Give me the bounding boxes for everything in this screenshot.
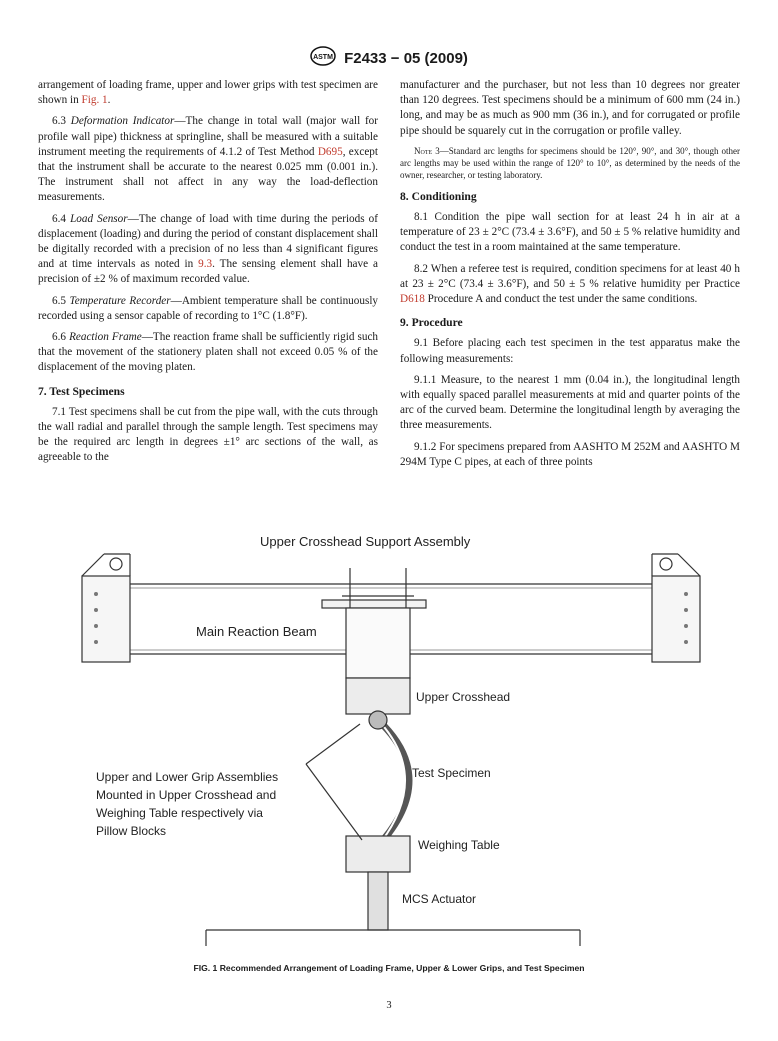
section-9-1-2: 9.1.2 For specimens prepared from AASHTO M 252M and AASHTO M 294M Type C pipes, at each of three points xyxy=(400,440,740,468)
label-test-specimen: Test Specimen xyxy=(412,766,491,780)
section-6-4: 6.4 Load Sensor—The change of load with time during the periods of displacement (loading) and during the period of constant displacement shall be digitally recorded with a precision of no less than 4 significant figures and at time intervals as noted in 9.3. The sensing element shall have a precision of ±2 % of maximum recorded value. xyxy=(38,212,378,286)
label-grip-assemblies: Upper and Lower Grip Assemblies Mounted in Upper Crosshead and Weighing Table respectively via Pillow Blocks xyxy=(96,770,279,838)
label-main-beam: Main Reaction Beam xyxy=(196,624,317,639)
label-upper-crosshead: Upper Crosshead xyxy=(416,690,511,704)
d618-link[interactable]: D618 xyxy=(400,293,425,306)
label-support-assembly: Upper Crosshead Support Assembly xyxy=(260,534,471,549)
note-3: Note 3—Standard arc lengths for specimens should be 120°, 90°, and 30°, though other arc lengths may be used within the range of 120° to 10°, as determined by the needs of the owner, researcher, or testing laboratory. xyxy=(400,145,740,180)
svg-text:ASTM: ASTM xyxy=(313,54,333,61)
section-9-1-1: 9.1.1 Measure, to the nearest 1 mm (0.04 in.), the longitudinal length with equally spaced parallel measurements at mid and quarter points of the arc of the curved beam. Determine the longitudinal length by averaging the three measurements. xyxy=(400,373,740,432)
section-6-6: 6.6 Reaction Frame—The reaction frame shall be sufficiently rigid such that the movement of the stationery platen shall not exceed 0.05 % of the displacement of the moving platen. xyxy=(38,331,379,374)
right-column xyxy=(400,78,740,476)
figure-1 xyxy=(60,528,720,948)
paragraph: arrangement of loading frame, upper and lower grips with test specimen are shown in Fig. 1. xyxy=(38,79,378,107)
d695-link[interactable]: D695 xyxy=(317,145,343,158)
left-column xyxy=(38,78,378,472)
section-8-1: 8.1 Condition the pipe wall section for at least 24 h in air at a temperature of 23 ± 2°C (73.4 ± 3.6°F), and 50 ± 5 % relative humidity and conduct the test in a room maintained at the same temperature. xyxy=(400,211,740,254)
section-8-2: 8.2 When a referee test is required, condition specimens for at least 40 h at 23 ± 2°C (73.4 ± 3.6°F), and 50 ± 5 % relative humidity per Practice D618 Procedure A and conduct the test under the same conditions. xyxy=(400,262,740,306)
section-heading: 8. Conditioning xyxy=(400,189,477,203)
document-id: F2433 − 05 (2009) xyxy=(344,50,468,67)
section-6-3: 6.3 Deformation Indicator—The change in total wall (major wall for profile wall pipe) thickness at springline, shall be measured with a suitable instrument meeting the requirements of 4.1.2 of Test Method D695, except that the instrument shall be accurate to the nearest 0.025 mm (0.001 in.). The instrument shall not affect in any way the load-deflection measurements. xyxy=(38,115,378,204)
fig1-link[interactable]: Fig. 1 xyxy=(81,94,108,107)
section-heading: 9. Procedure xyxy=(400,316,463,330)
figure-caption: FIG. 1 Recommended Arrangement of Loading Frame, Upper & Lower Grips, and Test Specimen xyxy=(193,963,585,973)
label-weighing-table: Weighing Table xyxy=(418,838,500,852)
section-7-1: 7.1 Test specimens shall be cut from the pipe wall, with the cuts through the wall radial and parallel through the sample length. Test specimens may be the required arc length in degrees ±1° arc sections of the wall, as agreeable to the xyxy=(38,405,378,464)
astm-logo-icon xyxy=(310,46,336,71)
loading-frame-diagram xyxy=(60,528,720,948)
page-header xyxy=(0,46,778,71)
section-heading: 7. Test Specimens xyxy=(38,384,125,398)
section-6-5: 6.5 Temperature Recorder—Ambient temperature shall be continuously recorded using a sensor capable of recording to 1°C (1.8°F). xyxy=(38,294,379,322)
page-number: 3 xyxy=(386,1000,392,1011)
section-9-3-link[interactable]: 9.3 xyxy=(198,258,213,271)
label-mcs-actuator: MCS Actuator xyxy=(402,892,477,906)
paragraph: manufacturer and the purchaser, but not less than 10 degrees nor greater than 120 degrees. Test specimens should be a minimum of 600 mm (24 in.) long, and may be as much as 900 mm (36 in.), and for corrugated or profile pipe should be squarely cut in the corrugation or profile valley. xyxy=(400,79,740,137)
section-9-1: 9.1 Before placing each test specimen in the test apparatus make the following measurements: xyxy=(400,337,740,365)
